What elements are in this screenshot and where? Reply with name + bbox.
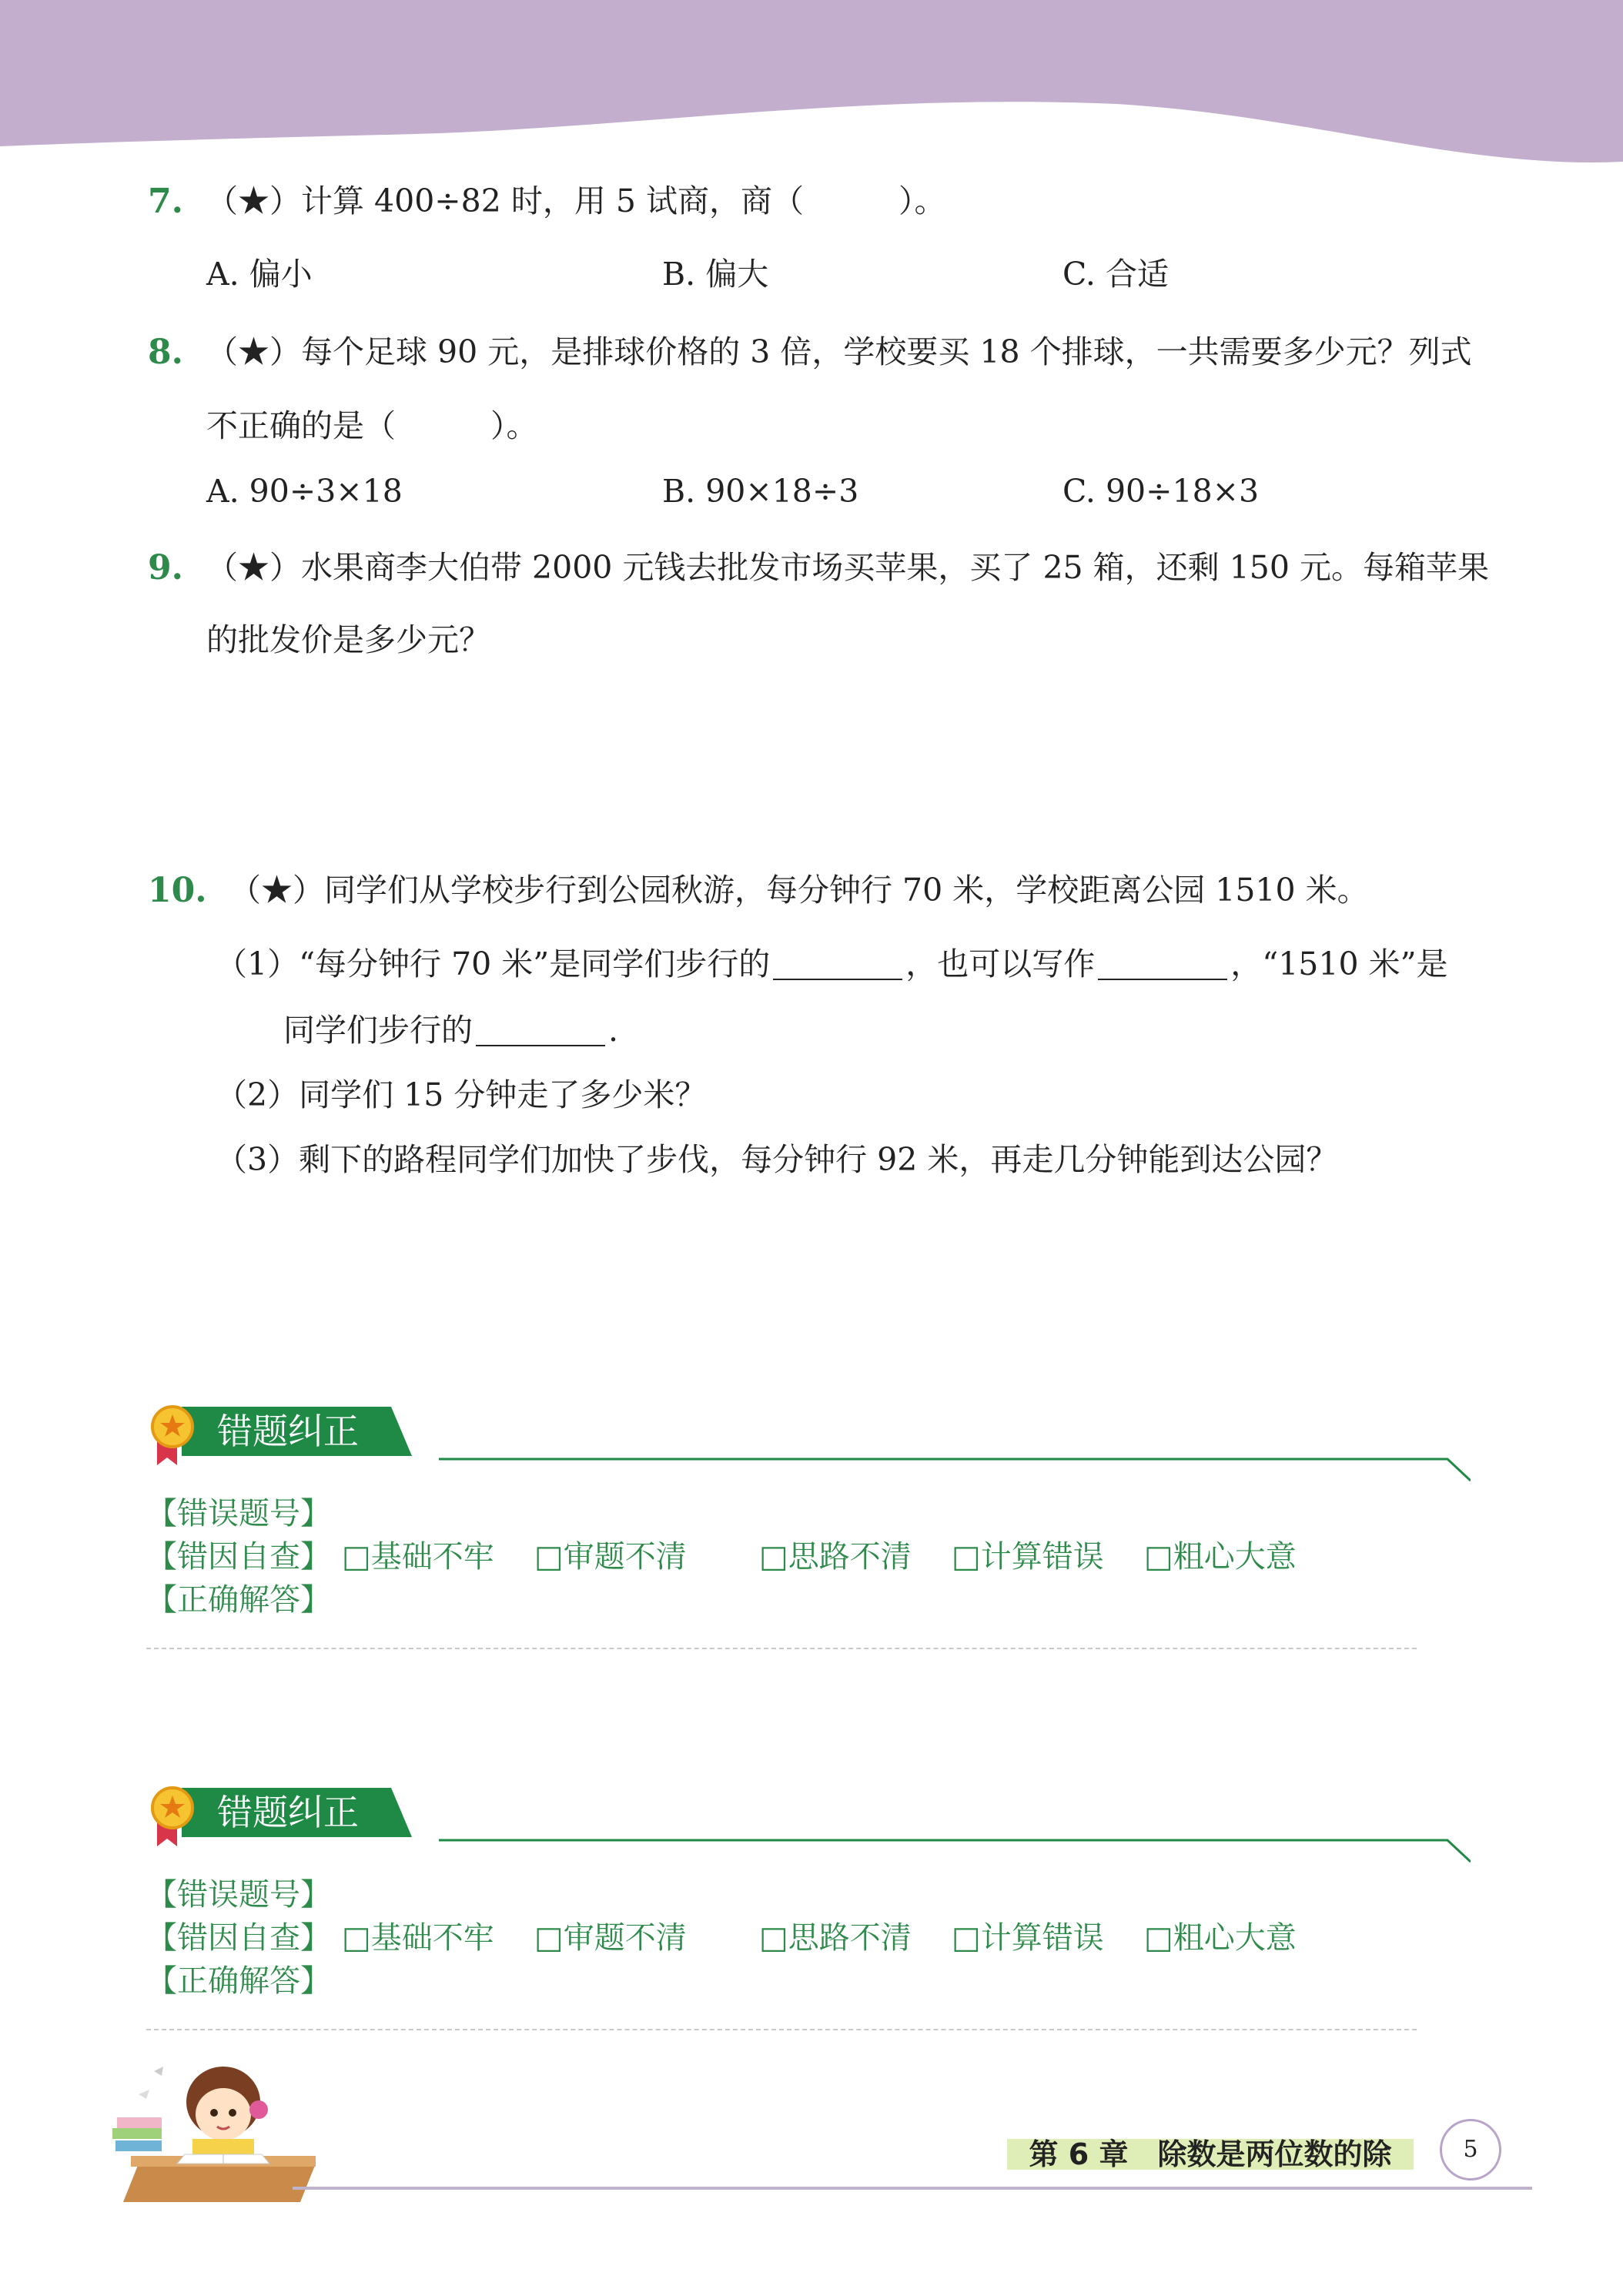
- question-8-option-b: B. 90×18÷3: [662, 473, 859, 510]
- girl-studying-illustration: [108, 2048, 323, 2217]
- title-underline: [439, 1834, 1471, 1865]
- dashed-divider: [146, 1648, 1417, 1649]
- sub1-part-a: （1）“每分钟行 70 米”是同学们步行的: [216, 946, 771, 982]
- answer-blank-3[interactable]: [476, 1016, 605, 1046]
- footer-divider: [293, 2187, 1532, 2190]
- correct-answer-label: 【正确解答】: [146, 1963, 331, 1999]
- question-7-number: 7.: [148, 182, 183, 221]
- error-correction-title: 错题纠正: [217, 1411, 359, 1452]
- question-9-number: 9.: [148, 548, 183, 587]
- check-weak-foundation[interactable]: □基础不牢: [342, 1539, 494, 1575]
- question-8-number: 8.: [148, 333, 183, 372]
- question-10-sub1-line1: [216, 946, 1448, 982]
- question-10-text: （★）同学们从学校步行到公园秋游，每分钟行 70 米，学校距离公园 1510 米。: [229, 872, 1369, 909]
- question-7-option-c: C. 合适: [1062, 256, 1169, 293]
- question-10-sub3: （3）剩下的路程同学们加快了步伐，每分钟行 92 米，再走几分钟能到达公园？: [216, 1141, 1338, 1178]
- question-10-sub2: （2）同学们 15 分钟走了多少米？: [216, 1076, 707, 1113]
- sub1-part-b: ，也可以写作: [905, 946, 1096, 982]
- answer-blank-2[interactable]: [1098, 949, 1227, 980]
- question-9-text-line1: （★）水果商李大伯带 2000 元钱去批发市场买苹果，买了 25 箱，还剩 150 元。每箱苹果: [206, 549, 1489, 586]
- check-careless[interactable]: □粗心大意: [1144, 1920, 1297, 1956]
- question-7-option-a: A. 偏小: [206, 256, 313, 293]
- question-9-text-line2: 的批发价是多少元？: [206, 621, 490, 658]
- error-cause-label: 【错因自查】: [146, 1539, 331, 1575]
- wrong-question-number-label: 【错误题号】: [146, 1496, 331, 1531]
- question-10-number: 10.: [148, 871, 207, 910]
- error-correction-section-1: [146, 1397, 1486, 1652]
- error-correction-badge: [146, 1397, 423, 1467]
- check-unclear-thinking[interactable]: □思路不清: [759, 1539, 912, 1575]
- question-8-text-line1: （★）每个足球 90 元，是排球价格的 3 倍，学校要买 18 个排球，一共需要多少元？列式: [206, 333, 1472, 370]
- sub1-part-d: 同学们步行的: [283, 1012, 473, 1049]
- title-underline: [439, 1453, 1471, 1484]
- check-calculation-error[interactable]: □计算错误: [952, 1539, 1104, 1575]
- error-correction-badge: [146, 1779, 423, 1848]
- check-weak-foundation[interactable]: □基础不牢: [342, 1920, 494, 1956]
- page-number: 5: [1440, 2119, 1501, 2181]
- question-7-text: （★）计算 400÷82 时，用 5 试商，商（ ）。: [206, 182, 946, 219]
- sub1-part-c: ，“1510 米”是: [1230, 946, 1448, 982]
- check-calculation-error[interactable]: □计算错误: [952, 1920, 1104, 1956]
- correct-answer-label: 【正确解答】: [146, 1582, 331, 1618]
- sub1-part-e: .: [608, 1012, 619, 1049]
- question-8-option-a: A. 90÷3×18: [206, 473, 403, 510]
- question-10-sub1-line2: [283, 1012, 619, 1049]
- question-8-text-line2: 不正确的是（ ）。: [206, 407, 538, 444]
- question-7-option-b: B. 偏大: [662, 256, 769, 293]
- question-8-option-c: C. 90÷18×3: [1062, 473, 1260, 510]
- chapter-title: 第 6 章 除数是两位数的除: [1007, 2139, 1414, 2170]
- header-wave-banner: [0, 0, 1623, 177]
- check-unclear-thinking[interactable]: □思路不清: [759, 1920, 912, 1956]
- error-correction-section-2: [146, 1779, 1486, 2033]
- answer-blank-1[interactable]: [773, 949, 902, 980]
- error-correction-title: 错题纠正: [217, 1792, 359, 1833]
- dashed-divider: [146, 2029, 1417, 2030]
- error-cause-label: 【错因自查】: [146, 1920, 331, 1956]
- check-misread-question[interactable]: □审题不清: [534, 1539, 687, 1575]
- check-careless[interactable]: □粗心大意: [1144, 1539, 1297, 1575]
- wrong-question-number-label: 【错误题号】: [146, 1877, 331, 1913]
- check-misread-question[interactable]: □审题不清: [534, 1920, 687, 1956]
